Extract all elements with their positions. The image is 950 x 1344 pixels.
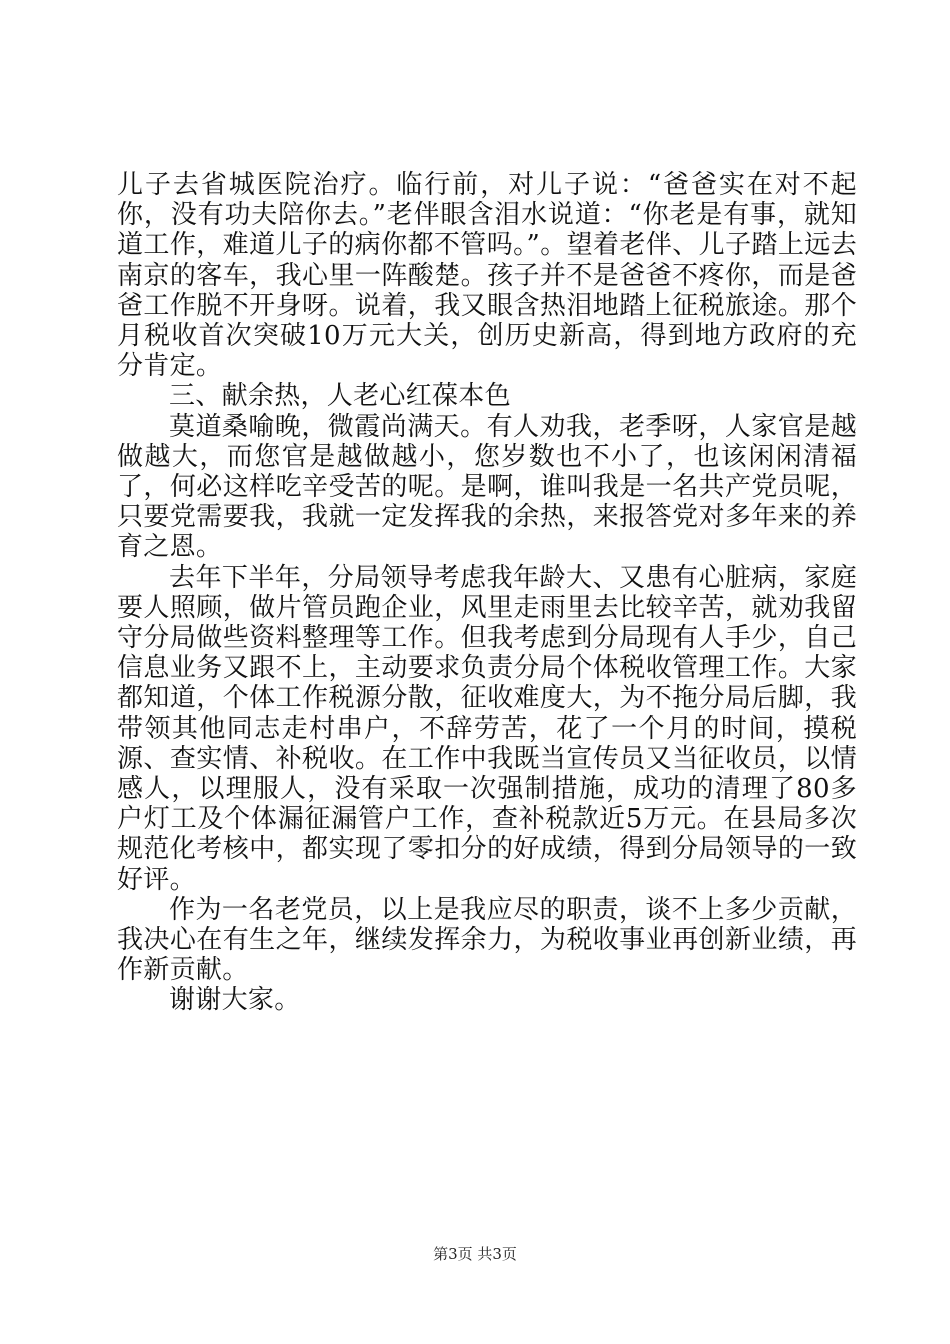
document-body — [117, 170, 857, 1016]
page-number-footer: 第3页 共3页 — [433, 1245, 517, 1263]
paragraph: 作为一名老党员，以上是我应尽的职责，谈不上多少贡献，我决心在有生之年，继续发挥余力，为税收事业再创新业绩，再作新贡献。 — [117, 894, 857, 986]
closing-line: 谢谢大家。 — [169, 985, 301, 1016]
section-heading: 三、献余热，人老心红葆本色 — [169, 381, 511, 412]
paragraph: 莫道桑喻晚，微霞尚满天。有人劝我，老季呀，人家官是越做越大，而您官是越做越小，您岁数也不小了，也该闲闲清福了，何必这样吃辛受苦的呢。是啊，谁叫我是一名共产党员呢，只要党需要我，我就一定发挥我的余热，来报答党对多年来的养育之恩。 — [117, 411, 857, 563]
paragraph: 去年下半年，分局领导考虑我年龄大、又患有心脏病，家庭要人照顾，做片管员跑企业，风里走雨里去比较辛苦，就劝我留守分局做些资料整理等工作。但我考虑到分局现有人手少，自己信息业务又跟不上，主动要求负责分局个体税收管理工作。大家都知道，个体工作税源分散，征收难度大，为不拖分局后脚，我带领其他同志走村串户，不辞劳苦，花了一个月的时间，摸税源、查实情、补税收。在工作中我既当宣传员又当征收员，以情感人，以理服人，没有采取一次强制措施，成功的清理了80多户灯工及个体漏征漏管户工作，查补税款近5万元。在县局多次规范化考核中，都实现了零扣分的好成绩，得到分局领导的一致好评。 — [117, 562, 857, 895]
paragraph-continuation: 儿子去省城医院治疗。临行前，对儿子说：“爸爸实在对不起你，没有功夫陪你去。”老伴眼含泪水说道：“你老是有事，就知道工作，难道儿子的病你都不管吗。”。望着老伴、儿子踏上远去南京的客车，我心里一阵酸楚。孩子并不是爸爸不疼你，而是爸爸工作脱不开身呀。说着，我又眼含热泪地踏上征税旅途。那个月税收首次突破10万元大关，创历史新高，得到地方政府的充分肯定。 — [117, 170, 857, 382]
